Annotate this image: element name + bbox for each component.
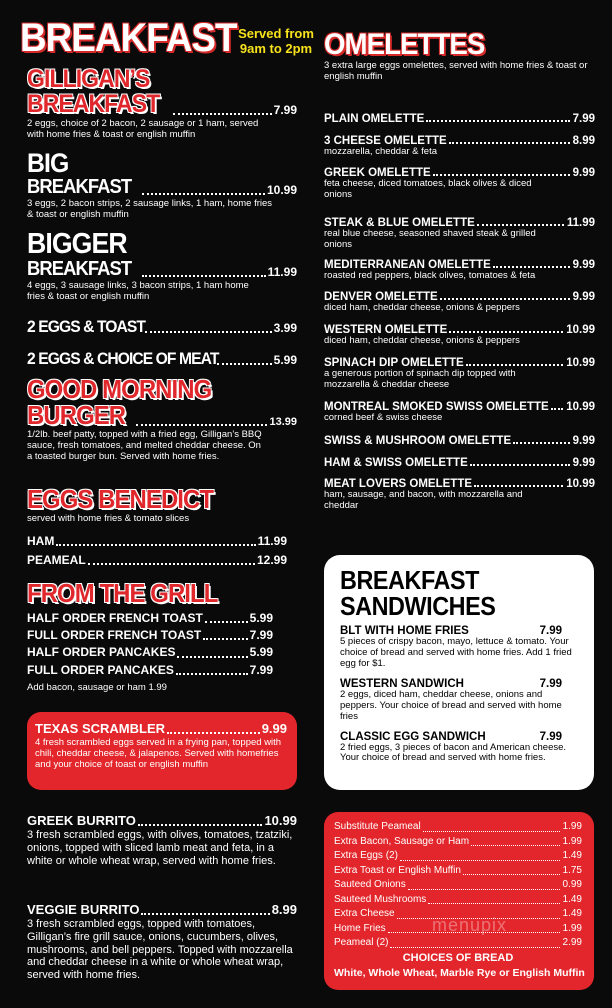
menu-item-two-eggs-toast [27,318,297,335]
item-price: 9.99 [572,291,595,303]
leader-dots [145,331,271,333]
addon-name: Extra Bacon, Sausage or Ham [334,835,470,847]
item-name: 2 EGGS & CHOICE OF MEAT [27,349,219,368]
item-name-line2: BURGER [27,400,126,430]
item-name-line1: BIG [27,148,69,178]
item-line [27,814,297,828]
panel-title-line1: BREAKFAST [340,565,479,595]
leader-dots [56,544,255,546]
omelette-item [324,324,595,357]
item-description: corned beef & swiss cheese [324,412,443,423]
item-name: WESTERN SANDWICH [340,677,464,690]
item-price: 9.99 [572,259,595,271]
item-description: 3 fresh scrambled eggs, with olives, tomatoes, tzatziki, onions, topped with sliced lamb meat and feta, in a white or whole wheat wrap, served with home fries. [27,829,293,867]
leader-dots [471,845,559,846]
item-description: mozzarella, cheddar & feta [324,146,438,157]
omelette-item [324,167,595,217]
item-name: WESTERN OMELETTE [324,324,448,336]
leader-dots [205,621,248,623]
item-price: 7.99 [539,677,562,690]
item-price: 10.99 [566,357,595,369]
item-name-line2: BREAKFAST [27,176,132,198]
addon-name: Extra Toast or English Muffin [334,864,461,876]
leader-dots [173,113,272,115]
eggs-benedict-section [27,486,287,567]
addon-price: 0.99 [562,879,582,890]
omelettes-title: OMELETTES [324,28,485,61]
item-name: HAM & SWISS OMELETTE [324,457,468,469]
leader-dots [477,224,564,226]
addon-item [334,893,582,908]
omelette-item [324,291,595,324]
item-line [340,678,580,690]
item-name: HAM [27,533,55,548]
addons-panel [324,812,594,990]
texas-scrambler-panel [27,712,297,790]
addon-name: Home Fries [334,922,386,934]
addon-item [334,936,582,951]
item-price: 7.99 [539,730,562,743]
item-name: MONTREAL SMOKED SWISS OMELETTE [324,401,549,413]
item-name: 2 EGGS & TOAST [27,317,146,336]
item-price: 9.99 [572,167,595,179]
sandwich-item [340,625,580,670]
item-description: 4 eggs, 3 sausage links, 3 bacon strips, 1 ham home fries & toast or english muffin [27,280,249,302]
leader-dots [136,424,268,426]
addon-name: Sauteed Mushrooms [334,893,427,905]
leader-dots [463,874,560,875]
item-line [27,92,297,117]
section-title: FROM THE GRILL [27,578,218,608]
item-description: 2 eggs, diced ham, cheddar cheese, onions and peppers. Your choice of bread and served with home fries [340,688,562,722]
menu-item-bigger-breakfast [27,230,297,303]
leader-dots [138,824,263,826]
item-line [324,113,595,125]
leader-dots [176,673,248,675]
menu-item-two-eggs-meat [27,350,297,367]
item-name: VEGGIE BURRITO [27,902,140,917]
item-name: HALF ORDER FRENCH TOAST [27,611,203,625]
menu-item-gilligans [27,67,297,141]
leader-dots [203,638,247,640]
item-description: ham, sausage, and bacon, with mozzarella and cheddar [324,489,523,511]
item-name: MEAT LOVERS OMELETTE [324,478,473,490]
item-price: 8.99 [271,902,297,917]
addon-price: 1.99 [562,821,582,832]
item-name-line1: BIGGER [27,228,127,260]
bread-choices-list: White, Whole Wheat, Marble Rye or English Muffin [334,966,585,979]
item-name: STEAK & BLUE OMELETTE [324,217,475,229]
item-name: GREEK BURRITO [27,813,136,828]
item-price: 10.99 [566,324,595,336]
item-name: 3 CHEESE OMELETTE [324,135,447,147]
item-description: a generous portion of spinach dip topped with mozzarella & cheddar cheese [324,368,516,390]
item-name: PLAIN OMELETTE [324,113,425,125]
leader-dots [433,174,570,176]
item-price: 12.99 [256,553,287,568]
watermark: menupix [432,915,508,935]
item-price: 11.99 [566,217,595,229]
benedict-item [27,535,287,548]
item-name: SPINACH DIP OMELETTE [324,357,464,369]
item-description: roasted red peppers, black olives, tomatoes & feta [324,270,536,281]
section-description: served with home fries & tomato slices [27,513,190,524]
item-description: 5 pieces of crispy bacon, mayo, lettuce & tomato. Your choice of bread and served with home fries. Add 1 fried egg for $1. [340,636,572,669]
addon-price: 1.99 [562,922,582,934]
omelette-item [324,401,595,435]
leader-dots [142,193,265,195]
item-name: TEXAS SCRAMBLER [35,721,166,736]
item-line [340,731,580,743]
addon-item [334,864,582,879]
breakfast-title: BREAKFAST [20,16,237,60]
from-the-grill-section [27,580,273,694]
grill-item [27,629,273,642]
served-line-2: 9am to 2pm [239,40,313,56]
item-name-line1: GILLIGAN’S [27,65,150,93]
leader-dots [423,831,560,832]
leader-dots [449,142,570,144]
item-price: 7.99 [273,102,297,117]
item-description: real blue cheese, seasoned shaved steak & grilled onions [324,228,536,250]
item-name-line2: BREAKFAST [27,258,132,280]
addon-price: 1.49 [562,893,582,905]
leader-dots [493,266,570,268]
item-name: CLASSIC EGG SANDWICH [340,730,486,743]
item-price: 10.99 [264,813,297,828]
item-price: 8.99 [572,135,595,147]
item-line [27,903,297,917]
addon-name: Extra Eggs (2) [334,850,398,861]
item-line [324,457,595,469]
item-name: SWISS & MUSHROOM OMELETTE [324,435,512,447]
item-name: DENVER OMELETTE [324,291,438,303]
addon-price: 1.49 [562,850,582,861]
leader-dots [408,889,560,890]
item-name: BLT WITH HOME FRIES [340,625,469,637]
grill-note: Add bacon, sausage or ham 1.99 [27,681,167,693]
item-name: HALF ORDER PANCAKES [27,645,176,660]
item-description: feta cheese, diced tomatoes, black olives & diced onions [324,178,532,200]
omelette-item [324,113,595,135]
breakfast-sandwiches-panel [324,555,594,790]
addon-price: 1.99 [562,835,582,847]
section-title: EGGS BENEDICT [27,484,214,514]
menu-item-veggie-burrito [27,903,297,982]
addon-item [334,878,582,893]
item-price: 9.99 [261,721,287,736]
grill-item [27,646,273,659]
item-description: 2 fried eggs, 3 pieces of bacon and American cheese. Your choice of bread and served with home fries. [340,741,567,764]
leader-dots [428,903,559,904]
served-line-1: Served from [238,26,314,41]
item-name: FULL ORDER PANCAKES [27,662,174,677]
omelette-item [324,217,595,259]
omelette-item [324,457,595,478]
addon-name: Sauteed Onions [334,879,406,890]
leader-dots [167,732,260,734]
omelette-item [324,435,595,457]
item-price: 7.99 [539,625,562,637]
sandwich-item [340,678,580,723]
omelette-item [324,259,595,291]
item-price: 11.99 [267,264,297,279]
menu-item-good-morning-burger [27,376,297,463]
leader-dots [88,563,255,565]
item-description: 3 eggs, 2 bacon strips, 2 sausage links, 1 ham, home fries & toast or english muffin [27,198,273,220]
item-price: 3.99 [273,320,297,335]
leader-dots [217,363,272,365]
item-price: 10.99 [566,401,595,413]
item-description: 3 fresh scrambled eggs, topped with tomatoes, Gilligan’s fire grill sauce, onions, cucumbers, olives, mushrooms, and bell peppers. Topped with mozzarella and cheddar cheese in a white or whole wheat wrap, served with home fries. [27,918,293,981]
leader-dots [449,331,563,333]
leader-dots [177,656,247,658]
omelettes-description: 3 extra large eggs omelettes, served with home fries & toast or english muffin [324,60,588,82]
leader-dots [142,275,265,277]
addon-item [334,849,582,864]
omelette-item [324,478,595,512]
bread-choices-title: CHOICES OF BREAD [402,951,514,964]
item-price: 11.99 [257,533,287,548]
item-price: 5.99 [273,352,297,367]
omelette-item [324,357,595,401]
item-line [35,722,287,736]
leader-dots [474,485,563,487]
addon-price: 1.75 [562,864,582,876]
item-line [27,177,297,197]
menu-item-greek-burrito [27,814,297,867]
item-line [27,259,297,279]
leader-dots [466,364,564,366]
item-name: MEDITERRANEAN OMELETTE [324,259,491,271]
item-price: 5.99 [249,611,273,625]
item-price: 7.99 [249,662,273,677]
item-price: 9.99 [572,435,595,447]
item-price: 9.99 [572,457,595,469]
omelette-item [324,135,595,167]
item-description: diced ham, cheddar cheese, onions & peppers [324,302,520,313]
item-price: 7.99 [572,113,595,125]
leader-dots [513,442,569,444]
item-price: 10.99 [566,478,595,490]
benedict-item [27,554,287,567]
item-price: 13.99 [269,415,297,428]
grill-item [27,612,273,625]
item-price: 10.99 [266,182,297,197]
addon-name: Substitute Peameal [334,821,421,832]
leader-dots [470,464,570,466]
item-name: GREEK OMELETTE [324,167,431,179]
leader-dots [390,947,559,948]
addon-name: Extra Cheese [334,908,395,919]
item-name-line1: GOOD MORNING [27,374,212,404]
leader-dots [440,298,570,300]
panel-title-line2: SANDWICHES [340,591,496,621]
grill-item [27,664,273,677]
addon-price: 2.99 [562,937,582,948]
addon-item [334,835,582,850]
item-line [27,402,297,428]
sandwich-item [340,731,580,765]
leader-dots [141,913,269,915]
served-hours [232,27,320,57]
addon-price: 1.49 [562,908,582,919]
addon-name: Peameal (2) [334,937,389,948]
addon-item [334,820,582,835]
item-price: 7.99 [249,628,273,643]
item-name: PEAMEAL [27,553,86,568]
item-name: FULL ORDER FRENCH TOAST [27,628,202,643]
leader-dots [551,408,564,410]
menu-item-big-breakfast [27,150,297,221]
item-description: 1/2lb. beef patty, topped with a fried egg, Gilligan’s BBQ sauce, fresh tomatoes, and melted cheddar cheese. On a toasted burger bun. Served with home fries. [27,429,262,462]
item-description: 4 fresh scrambled eggs served in a frying pan, topped with chili, cheddar cheese, & jalapenos. Served with homefries and your choice of toast or english muffin [35,737,282,771]
item-price: 5.99 [249,645,273,660]
leader-dots [426,120,569,122]
item-line [324,435,595,447]
omelette-list [324,113,595,512]
item-description: diced ham, cheddar cheese, onions & peppers [324,335,520,346]
item-description: 2 eggs, choice of 2 bacon, 2 sausage or 1 ham, served with home fries & toast or english muffin [27,118,259,140]
leader-dots [400,860,560,861]
item-name-line2: BREAKFAST [27,90,160,118]
